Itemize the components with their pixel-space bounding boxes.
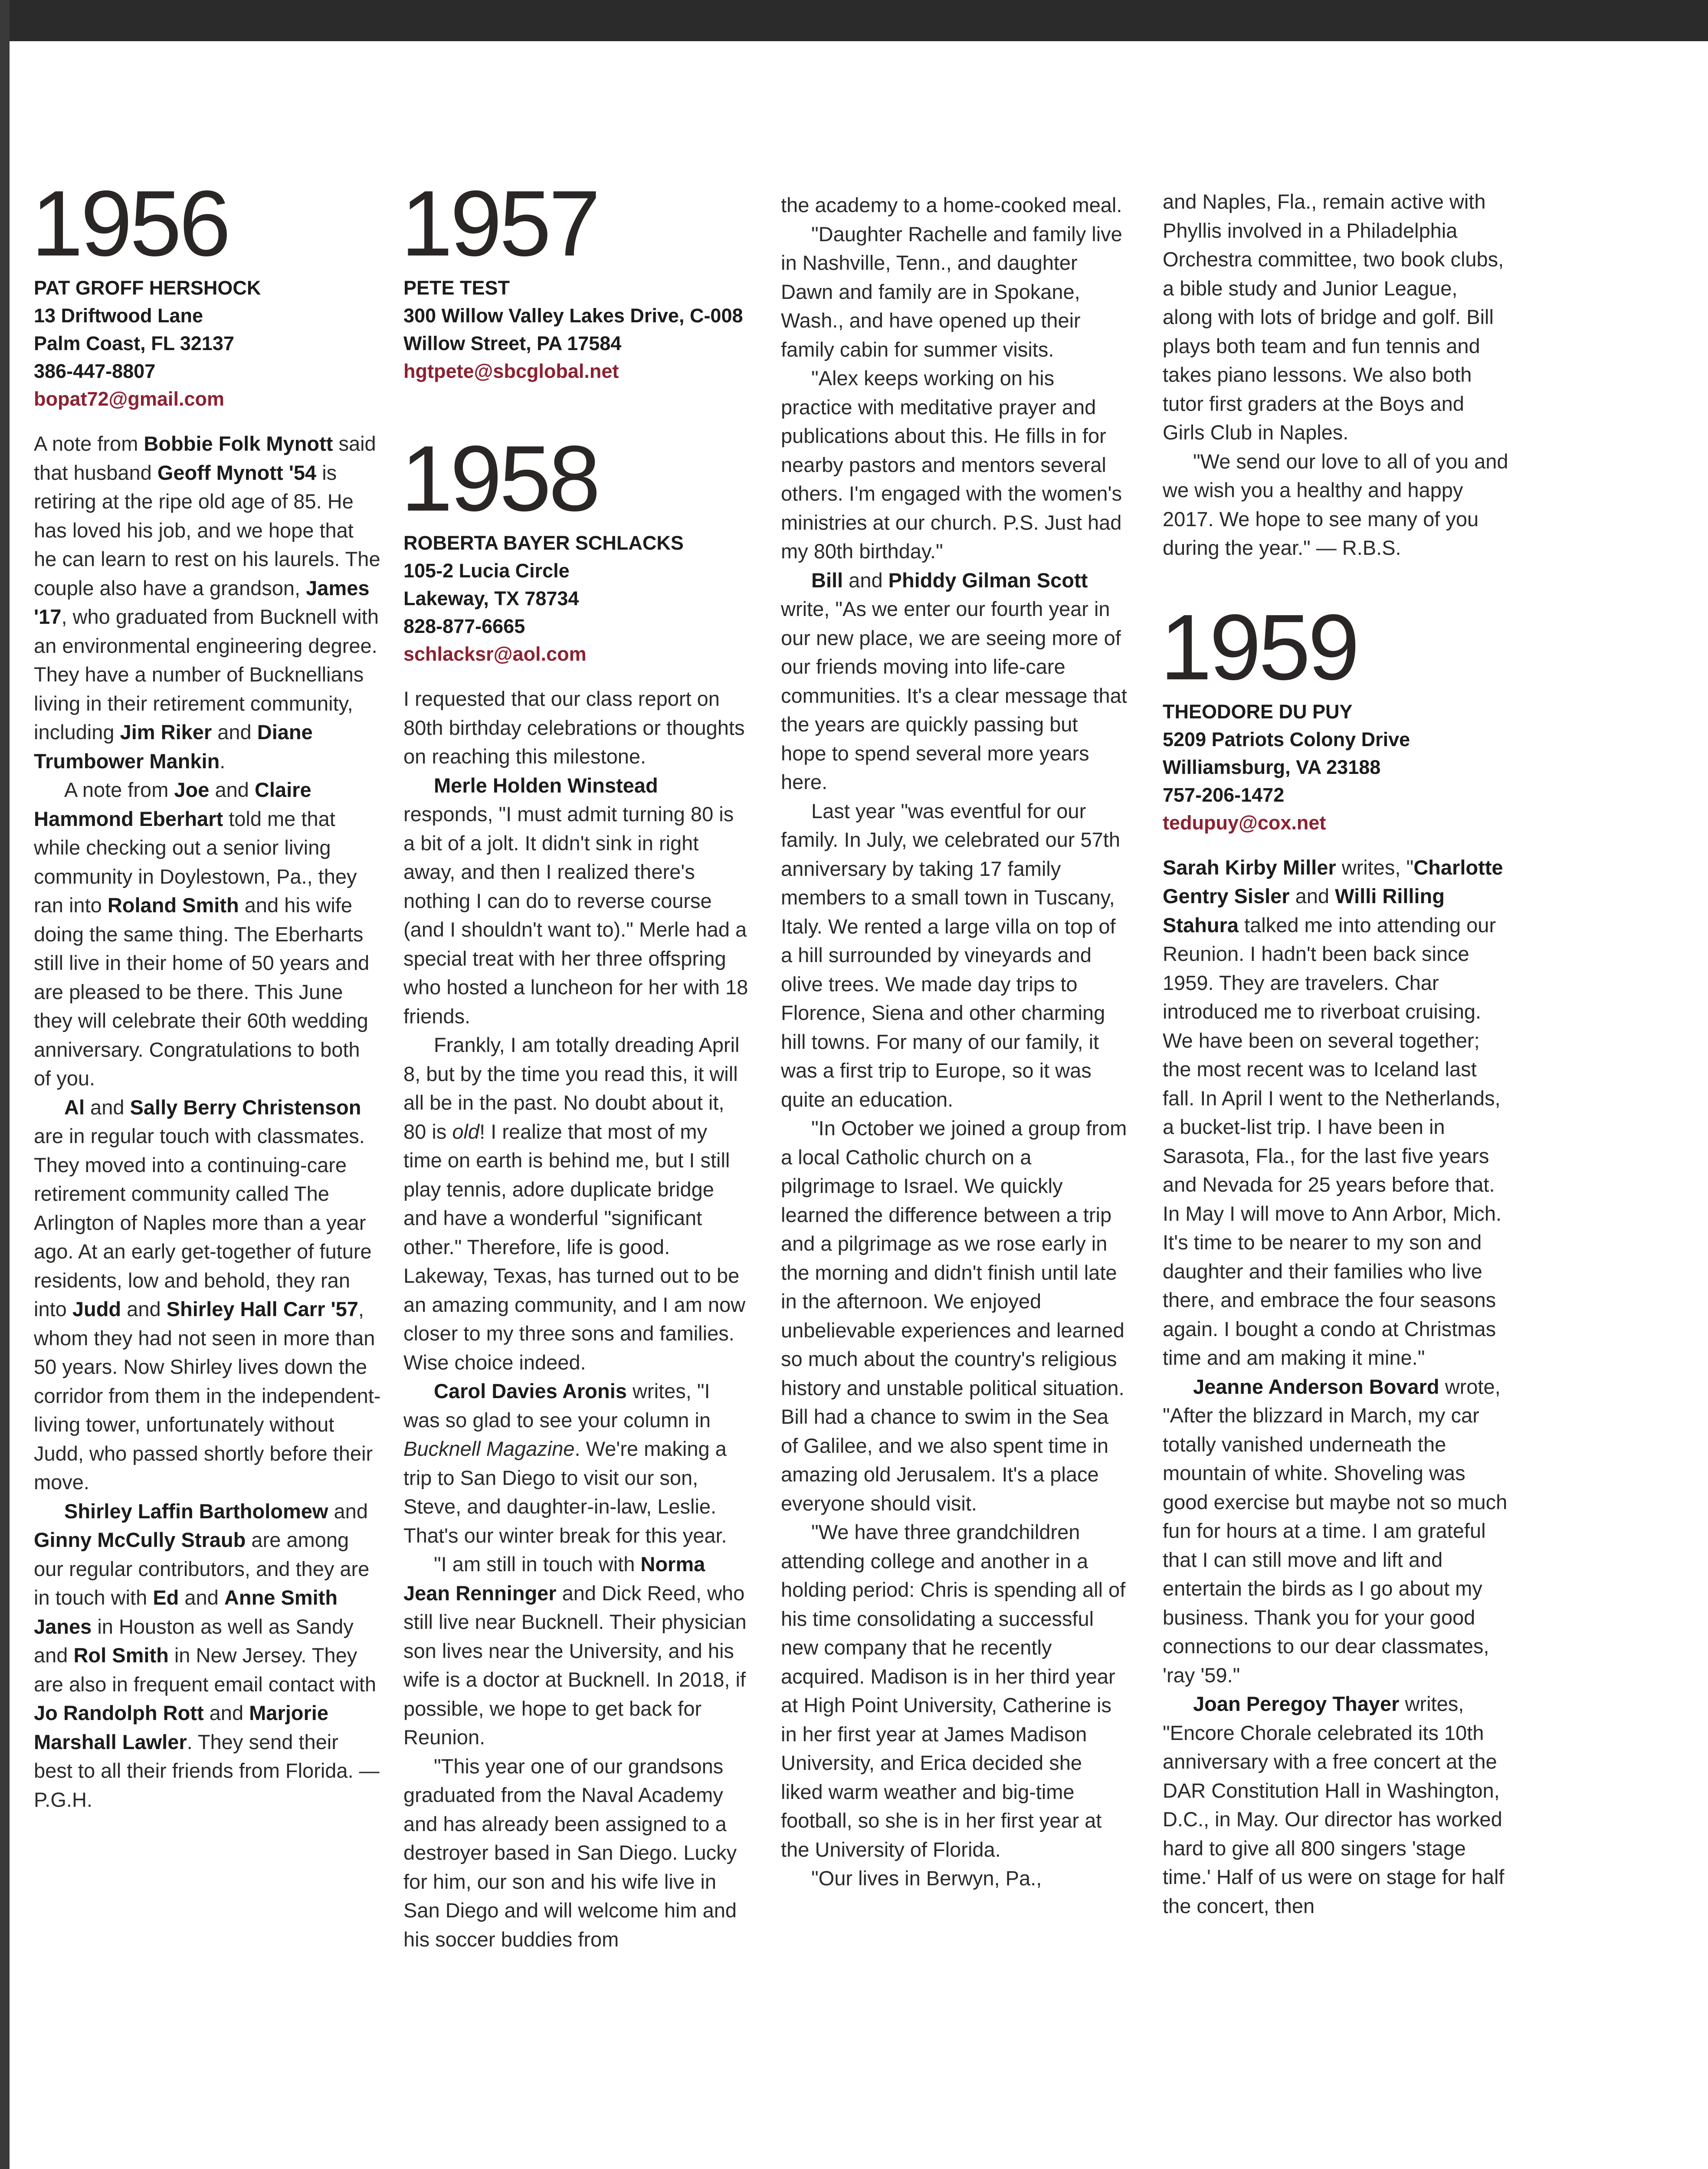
reporter-phone: 757-206-1472 [1163,783,1285,806]
class-reporter-contact [1163,698,1510,837]
class-note-paragraph: Joan Peregoy Thayer writes, "Encore Chorale celebrated its 10th anniversary with a free concert at the DAR Constitution Hall in Washington, D.C., in May. Our director has worked hard to give all 800 singers 'stage time.' Half of us were on stage for half the concert, then [1163,1692,1505,1917]
class-year-heading: 1958 [401,426,598,531]
class-note-paragraph: Merle Holden Winstead responds, "I must admit turning 80 is a bit of a jolt. It didn't sink in right away, and then I realized there's nothing I can do to reverse course (and I shouldn't want to)." Merle had a special treat with her three offspring who hosted a luncheon for her with 18 friends. [403,773,748,1028]
class-note-paragraph: the academy to a home-cooked meal. [781,193,1122,216]
column-1956 [31,171,381,1814]
class-year-heading: 1957 [401,171,598,275]
reporter-email[interactable]: schlacksr@aol.com [403,643,587,665]
class-note-paragraph: "Our lives in Berwyn, Pa., [811,1867,1042,1890]
reporter-city: Williamsburg, VA 23188 [1163,756,1381,778]
class-note-paragraph: Frankly, I am totally dreading April 8, but by the time you read this, it will all be in the past. No doubt about it, 80 is old! I realize that most of my time on earth is behind me, but I still play tennis, adore duplicate bridge and have a wonderful "significant other." Therefore, life is good. Lakeway, Texas, has turned out to be an amazing community, and I am now closer to my three sons and families. Wise choice indeed. [403,1033,746,1374]
class-note-paragraph: Last year "was eventful for our family. In July, we celebrated our 57th anniversary by taking 17 family members to a small town in Tuscany, Italy. We rented a large villa on top of a hill surrounded by vineyards and olive trees. We made day trips to Florence, Siena and other charming hill towns. For many of our family, it was a first trip to Europe, so it was quite an education. [781,799,1120,1111]
reporter-phone: 386-447-8807 [34,360,156,382]
class-note-paragraph: Sarah Kirby Miller writes, "Charlotte Gentry Sisler and Willi Rilling Stahura talked me into attending our Reunion. I hadn't been back since 1959. They are travelers. Char introduced me to riverboat cruising. We have been on several together; the most recent was to Iceland last fall. In April I went to the Netherlands, a bucket-list trip. I have been in Sarasota, Fla., for the last five years and Nevada for 25 years before that. In May I will move to Ann Arbor, Mich. It's time to be nearer to my son and daughter and their families who live there, and embrace the four seasons again. I bought a condo at Christmas time and am making it mine." [1163,855,1503,1369]
reporter-name: ROBERTA BAYER SCHLACKS [403,532,684,554]
class-note-paragraph: A note from Bobbie Folk Mynott said that husband Geoff Mynott '54 is retiring at the ripe old age of 85. He has loved his job, and we hope that he can learn to rest on his laurels. The couple also have a grandson, James '17, who graduated from Bucknell with an environmental engineering degree. They have a number of Bucknellians living in their retirement community, including Jim Riker and Diane Trumbower Mankin. [34,432,380,773]
reporter-email[interactable]: hgtpete@sbcglobal.net [403,360,619,382]
reporter-email[interactable]: bopat72@gmail.com [34,388,224,410]
column-1958-continued [781,191,1128,1893]
class-note-paragraph: "This year one of our grandsons graduated from the Naval Academy and has already been assigned to a destroyer based in San Diego. Lucky for him, our son and his wife live in San Diego and will welcome him and his soccer buddies from [403,1754,737,1951]
class-note-paragraph: Shirley Laffin Bartholomew and Ginny McCully Straub are among our regular contributors, and they are in touch with Ed and Anne Smith Janes in Houston as well as Sandy and Rol Smith in New Jersey. They are also in frequent email contact with Jo Randolph Rott and Marjorie Marshall Lawler. They send their best to all their friends from Florida. — P.G.H. [34,1499,380,1811]
scan-left-edge [0,0,10,2169]
reporter-phone: 828-877-6665 [403,615,525,637]
class-note-paragraph: "I am still in touch with Norma Jean Renninger and Dick Reed, who still live near Bucknell. Their physician son lives near the University, and his wife is a doctor at Bucknell. In 2018, if possible, we hope to get back for Reunion. [403,1553,747,1749]
column-1957-1958 [401,171,751,1954]
class-note-paragraph: "In October we joined a group from a local Catholic church on a pilgrimage to Israel. We quickly learned the difference between a trip and a pilgrimage as we rose early in the morning and didn't finish until late in the afternoon. We enjoyed unbelievable experiences and learned so much about the country's religious history and unstable political situation. Bill had a chance to swim in the Sea of Galilee, and we also spent time in amazing old Jerusalem. It's a place everyone should visit. [781,1117,1127,1515]
reporter-city: Willow Street, PA 17584 [403,332,622,354]
class-year-heading: 1956 [31,171,229,275]
class-note-paragraph: Carol Davies Aronis writes, "I was so glad to see your column in Bucknell Magazine. We're making a trip to San Diego to visit our son, Steve, and daughter-in-law, Leslie. That's our winter break for this year. [403,1379,727,1547]
class-note-paragraph: A note from Joe and Claire Hammond Eberhart told me that while checking out a senior living community in Doylestown, Pa., they ran into Roland Smith and his wife doing the same thing. The Eberharts still live in their home of 50 years and are pleased to be there. This June they will celebrate their 60th wedding anniversary. Congratulations to both of you. [34,778,370,1090]
class-note-paragraph: "Daughter Rachelle and family live in Nashville, Tenn., and daughter Dawn and family are in Spokane, Wash., and have opened up their family cabin for summer visits. [781,222,1122,361]
scan-top-edge [0,0,1708,41]
reporter-name: THEODORE DU PUY [1163,700,1353,723]
class-note-paragraph: and Naples, Fla., remain active with Phyllis involved in a Philadelphia Orchestra committee, two book clubs, a bible study and Junior League, along with lots of bridge and golf. Bill plays both team and fun tennis and takes piano lessons. We also both tutor first graders at the Boys and Girls Club in Naples. [1163,190,1504,444]
reporter-city: Palm Coast, FL 32137 [34,332,234,354]
class-note-paragraph: "We have three grandchildren attending college and another in a holding period: Chris is spending all of his time consolidating a successful new company that he recently acquired. Madison is in her third year at High Point University, Catherine is in her first year at James Madison University, and Erica decided she liked warm weather and big-time football, so she is in her first year at the University of Florida. [781,1520,1126,1861]
class-note-paragraph: I requested that our class report on 80th birthday celebrations or thoughts on reaching this milestone. [403,687,745,768]
class-reporter-contact [403,274,751,385]
class-note-paragraph: "Alex keeps working on his practice with meditative prayer and publications about this. He fills in for nearby pastors and mentors several others. I'm engaged with the women's ministries at our church. P.S. Just had my 80th birthday." [781,367,1122,563]
class-reporter-contact [34,274,381,413]
reporter-city: Lakeway, TX 78734 [403,587,579,609]
reporter-street: 5209 Patriots Colony Drive [1163,728,1410,750]
class-reporter-contact [403,529,751,668]
reporter-street: 300 Willow Valley Lakes Drive, C-008 [403,305,743,327]
reporter-name: PETE TEST [403,277,510,299]
reporter-street: 13 Driftwood Lane [34,305,203,327]
reporter-email[interactable]: tedupuy@cox.net [1163,811,1326,834]
class-note-paragraph: "We send our love to all of you and we wish you a healthy and happy 2017. We hope to see many of you during the year." — R.B.S. [1163,449,1508,559]
class-note-paragraph: Al and Sally Berry Christenson are in regular touch with classmates. They moved into a continuing-care retirement community called The Arlington of Naples more than a year ago. At an early get-together of future residents, low and behold, they ran into Judd and Shirley Hall Carr '57, whom they had not seen in more than 50 years. Now Shirley lives down the corridor from them in the independent-living tower, unfortunately without Judd, who passed shortly before their move. [34,1095,381,1494]
reporter-street: 105-2 Lucia Circle [403,560,570,582]
class-note-paragraph: Bill and Phiddy Gilman Scott write, "As we enter our fourth year in our new place, we are seeing more of our friends moving into life-care communities. It's a clear message that the years are quickly passing but hope to spend several more years here. [781,568,1127,793]
reporter-name: PAT GROFF HERSHOCK [34,277,261,299]
column-1959 [1160,187,1510,1920]
class-year-heading: 1959 [1160,594,1357,699]
class-note-paragraph: Jeanne Anderson Bovard wrote, "After the blizzard in March, my car totally vanished underneath the mountain of white. Shoveling was good exercise but maybe not so much fun for hours at a time. I am grateful that I can still move and lift and entertain the birds as I go about my business. Thank you for your good connections to our dear classmates, 'ray '59." [1163,1375,1508,1687]
